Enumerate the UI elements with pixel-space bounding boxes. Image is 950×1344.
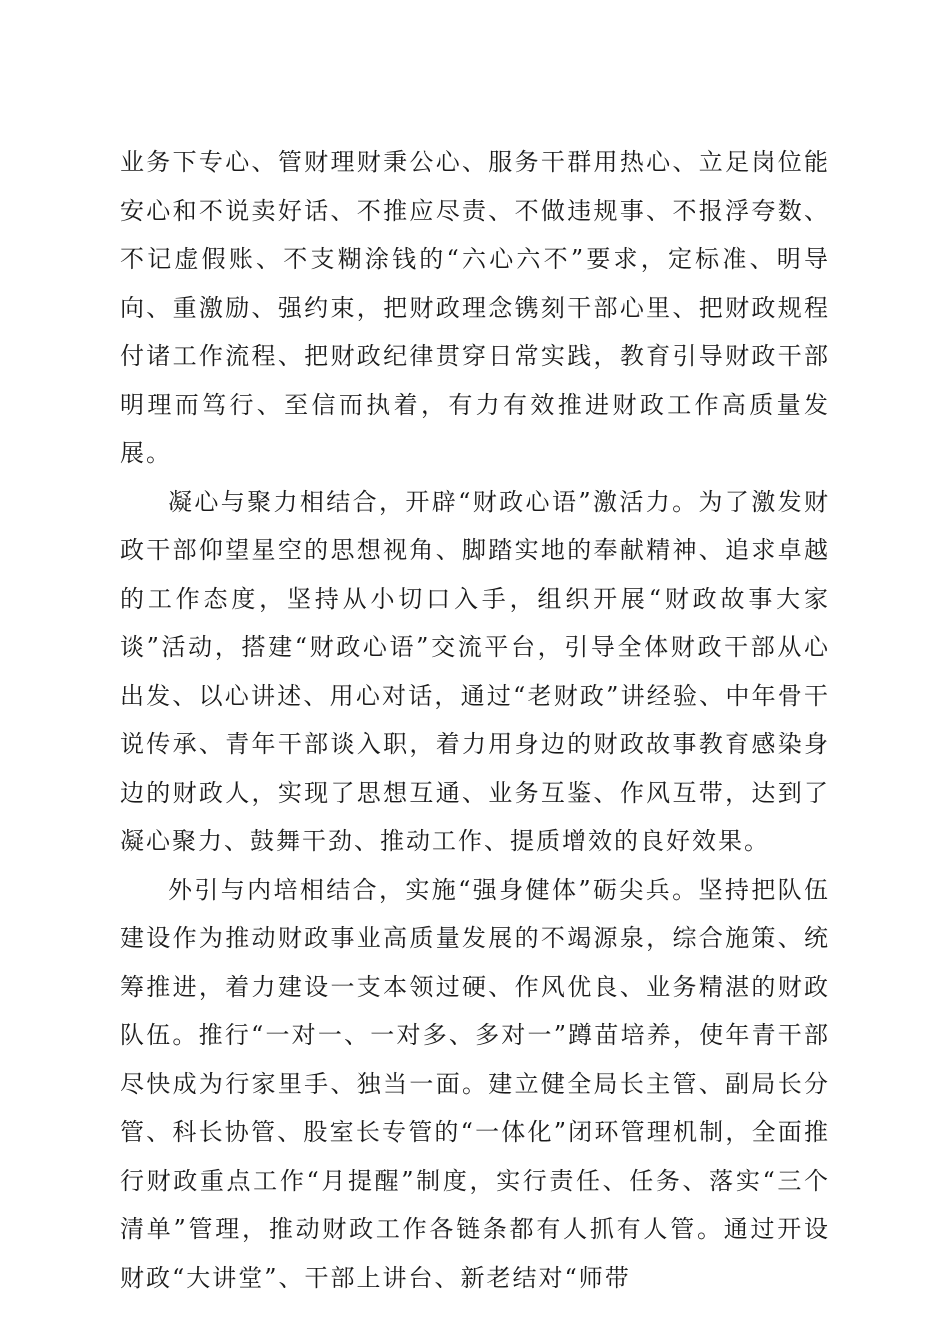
paragraph-3: 外引与内培相结合，实施“强身健体”砺尖兵。坚持把队伍建设作为推动财政事业高质量发展的不竭源泉，综合施策、统筹推进，着力建设一支本领过硬、作风优良、业务精湛的财政队伍。推行“一对一、一对多、多对一”蹲苗培养，使年青干部尽快成为行家里手、独当一面。建立健全局长主管、副局长分管、科长协管、股室长专管的“一体化”闭环管理机制，全面推行财政重点工作“月提醒”制度，实行责任、任务、落实“三个清单”管理，推动财政工作各链条都有人抓有人管。通过开设财政“大讲堂”、干部上讲台、新老结对“师带 (120, 875, 830, 1292)
paragraph-2: 凝心与聚力相结合，开辟“财政心语”激活力。为了激发财政干部仰望星空的思想视角、脚踏实地的奉献精神、追求卓越的工作态度，坚持从小切口入手，组织开展“财政故事大家谈”活动，搭建“财政心语”交流平台，引导全体财政干部从心出发、以心讲述、用心对话，通过“老财政”讲经验、中年骨干说传承、青年干部谈入职，着力用身边的财政故事教育感染身边的财政人，实现了思想互通、业务互鉴、作风互带，达到了凝心聚力、鼓舞干劲、推动工作、提质增效的良好效果。 (120, 487, 830, 855)
body-text (120, 138, 830, 1302)
paragraph-1: 业务下专心、管财理财秉公心、服务干群用热心、立足岗位能安心和不说卖好话、不推应尽责、不做违规事、不报浮夸数、不记虚假账、不支糊涂钱的“六心六不”要求，定标准、明导向、重激励、强约束，把财政理念镌刻干部心里、把财政规程付诸工作流程、把财政纪律贯穿日常实践，教育引导财政干部明理而笃行、至信而执着，有力有效推进财政工作高质量发展。 (120, 148, 830, 467)
